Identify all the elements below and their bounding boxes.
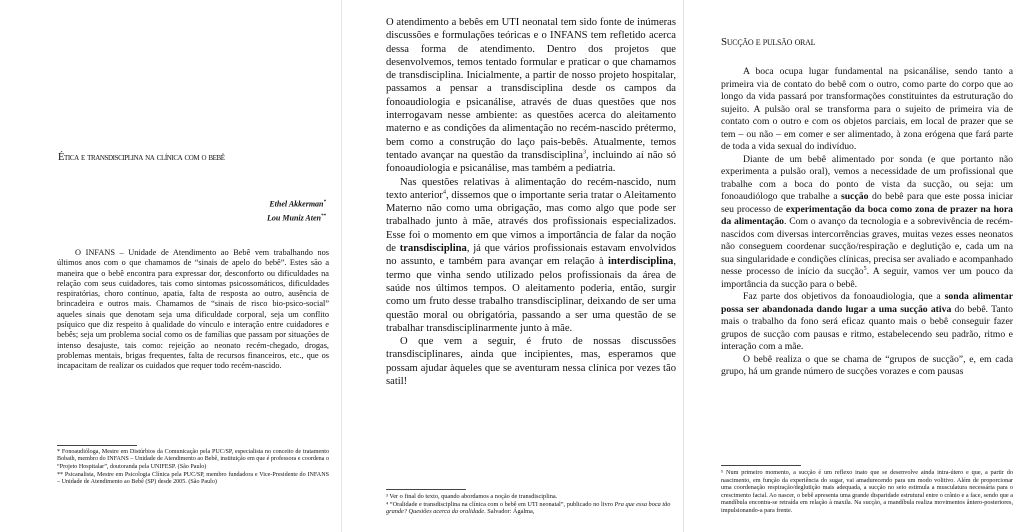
author-footnotes xyxy=(57,449,329,487)
paragraph: Nas questões relativas à alimentação do recém-nascido, num texto anterior$^4$, dissemos que o importante seria tratar o Aleitamento Materno não como uma obrigação, mas como algo que pode ser trabalhado junto à mãe, através dos profissionais especializados. Esse foi o momento em que vimos a importância de falar da noção de transdisciplina, já que vários profissionais estavam envolvidos no assunto, e também para avançar em relação à interdisciplina, termo que vinha sendo utilizado pelos profissionais da área de saúde nos últimos tempos. O aleitamento poderia, então, surgir como um fruto desse trabalho transdisciplinar, deixando de ser uma questão moral ou obrigatória, passando a ser uma questão de se trabalhar transdisciplinarmente junto à mãe. xyxy=(386,176,676,334)
section-title: Sucção e pulsão oral xyxy=(721,36,816,48)
footnotes xyxy=(386,493,676,516)
footnote: * Fonoaudióloga, Mestre em Distúrbios da Comunicação pela PUC/SP, especialista no conceito de tratamento Bobath, membro do INFANS – Unidade de Atendimento ao Bebê, instituição em que é professora e coordena o “Projeto Hospitalar”, doutoranda pela UNIFESP. (São Paulo) xyxy=(57,449,329,470)
paragraph: O atendimento a bebês em UTI neonatal tem sido fonte de inúmeras discussões e formulações teóricas e o INFANS tem refletido acerca dessa forma de atendimento. Dentro dos projetos que desenvolvemos, temos tentado formular e praticar o que chamamos de transdisciplina. Inicialmente, a partir de nosso projeto hospitalar, passamos a pensar a transdisciplina desde os campos da fonoaudiologia e psicanálise, através de duas questões que nos interrogavam nesse ambiente: as questões acerca do aleitamento materno e as condições da alimentação no recém-nascido prétermo, bem como a construção do laço pais-bebês. Atualmente, temos tentado avançar na questão da transdisciplina$^3$, incluindo aí não só fonoaudiologia e psicanálise, mas também a pediatria. xyxy=(386,17,676,175)
page-left xyxy=(0,0,341,532)
body-text xyxy=(386,16,676,388)
paragraph: Diante de um bebê alimentado por sonda (e que portanto não experimenta a pulsão oral), vemos a necessidade de um profissional que trabalhe com a boca do ponto de vista da sucção, ou seja: um fonoaudiólogo que trabalhe a sucção do bebê para que este possa iniciar seu processo de experimentação da boca como zona de prazer na hora da alimentação. Com o avanço da tecnologia e a sobrevivência de recém-nascidos com diversas intercorrências graves, muitas vezes esses neonatos não conseguem coordenar sucção/respiração e deglutição e, cada um na sua singularidade e condições clínicas, precisa ser avaliado e acompanhado nesse processo de início da sucção$^5$. A seguir, vamos ver um pouco da importância da sucção para o bebê. xyxy=(721,153,1013,290)
paragraph: A boca ocupa lugar fundamental na psicanálise, sendo tanto a primeira via de contato do bebê com o outro, como parte do corpo que ao longo da vida passará por transformações constituintes da estruturação do sujeito. A pulsão oral se transforma para o sujeito de primeira via de contato com o outro e com os objetos parciais, em local de prazer que se tem – ou não – em comer e ser alimentado, à zona erógena que fará parte de toda a vida sexual do indivíduo. xyxy=(721,66,1013,152)
paragraph: O INFANS – Unidade de Atendimento ao Bebê vem trabalhando nos últimos anos com o que chamamos de “sinais de apelo do bebê”. Estes são a maneira que o bebê encontra para expressar dor, desconforto ou dificuldades na relação com seus cuidadores, tais como sintomas psicossomáticos, dificuldades respiratórias, choro contínuo, apatia, falta de resposta ao outro, ausência de brincadeira e outros mais. Chamamos de “sinais de risco bio-psico-social” aqueles sinais que denotam seja uma dificuldade corporal, seja um conflito psíquico que diz respeito à qualidade do vínculo e interação entre cuidadores e bebês; seja um problema social como os de famílias que passam por situações de intenso desajuste, tais como: rejeição ao neonato recém-chegado, drogas, problemas mentais, brigas frequentes, falta de recursos financeiros, etc., que os incapacitam de realizar os cuidados que requer todo recém-nascido. xyxy=(57,248,329,371)
author-list xyxy=(267,197,326,224)
footnote-rule xyxy=(57,445,137,446)
footnote: ⁴ “Oralidade e transdisciplina na clínica com o bebê em UTI neonatal”, publicado no livro Pra que essa boca tão grande? Questões acerca da oralidade. Salvador: Ágalma, xyxy=(386,500,671,516)
footnote: ⁵ Num primeiro momento, a sucção é um reflexo inato que se desenvolve ainda intra-útero e que, a partir do nascimento, em função da experiência do sugar, vai amadurecendo para um modo volitivo. Além de proporcionar uma coordenação respiração/deglutição mais adequada, a sucção no seio estimula a musculatura necessária para o crescimento facial. Ao nascer, o bebê apresenta uma grande disparidade estrutural entre o crânio e a face, sendo que a mandíbula encontra-se retraída em relação à maxila. Na sucção, a mandíbula realiza movimentos ântero-posteriores, impulsionando-a para frente. xyxy=(721,469,1013,514)
paragraph: O que vem a seguir, é fruto de nossas discussões transdisciplinares, ainda que incipientes, mas, esperamos que possam ajudar àqueles que se aventuram nessa clínica por vezes tão satil! xyxy=(386,336,676,388)
page-middle xyxy=(341,0,682,532)
footnotes xyxy=(721,469,1013,515)
footnote-rule xyxy=(721,465,801,466)
paragraph: Faz parte dos objetivos da fonoaudiologia, que a sonda alimentar possa ser abandonada dando lugar a uma sucção ativa do bebê. Tanto mais o trabalho da fono será eficaz quanto mais o bebê conseguir fazer grupos de sucção com pausas e ritmo, estabelecendo seu padrão, ritmo e interação com a mãe. xyxy=(721,291,1014,352)
author-1: Ethel Akkerman* xyxy=(269,199,326,209)
author-2: Lou Muniz Aten** xyxy=(267,213,326,223)
page-right xyxy=(683,0,1024,532)
footnote: ** Psicanalista, Mestre em Psicologia Clínica pela PUC/SP, membro fundadora e Vice-Presidente do INFANS – Unidade de Atendimento ao Bebê (SP) desde 2005. (São Paulo) xyxy=(57,471,329,486)
footnote: ³ Ver o final do texto, quando abordamos a noção de transdisciplina. xyxy=(386,493,558,500)
paragraph: O bebê realiza o que se chama de “grupos de sucção”, e, em cada grupo, há um grande número de sucções vorazes e com pausas xyxy=(721,353,1013,377)
footnote-rule xyxy=(386,489,466,490)
intro-text xyxy=(57,248,329,372)
body-text xyxy=(721,66,1013,379)
article-title: Ética e transdisciplina na clínica com o bebê xyxy=(58,152,225,163)
